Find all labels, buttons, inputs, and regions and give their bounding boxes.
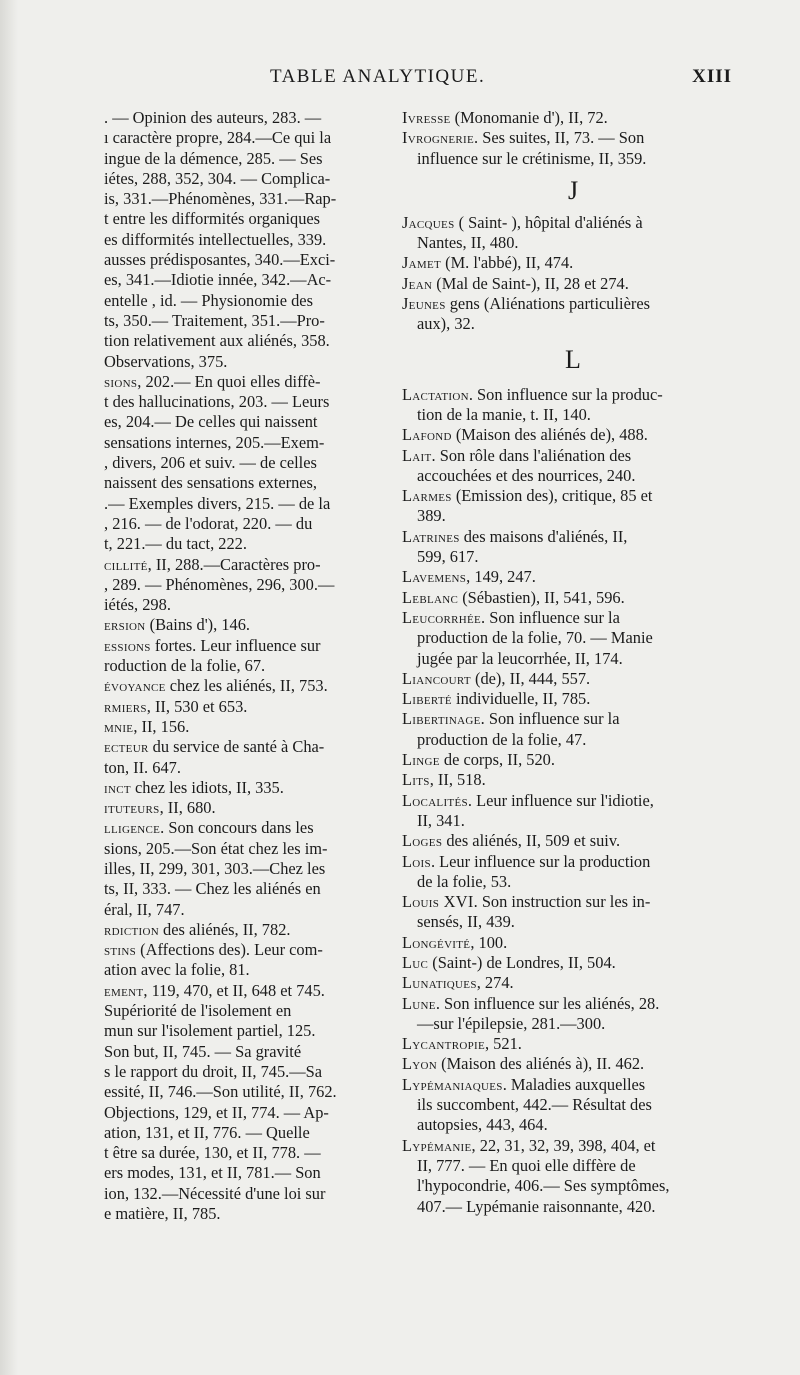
index-entry-text: (Monomanie d'), II, 72. [450,108,608,127]
index-entry [402,669,734,689]
index-entry-text: ation avec la folie, 81. [104,960,250,980]
index-headword: Jeunes [402,294,446,314]
index-entry [104,798,391,818]
index-headword: Ivresse [402,108,451,127]
index-headword: Lyon [402,1054,438,1074]
index-entry-continuation [402,1156,734,1176]
index-entry [104,128,391,148]
index-entry [104,209,391,229]
index-entry [104,737,391,757]
index-entry-text: 599, 617. [417,547,479,567]
page-header [100,66,740,96]
index-headword: Loges [402,831,443,851]
index-entry [402,486,734,506]
index-entry-text: aux), 32. [417,314,475,334]
index-headword: Lune [402,993,436,1013]
index-entry-text: influence sur le crétinisme, II, 359. [417,148,647,168]
index-headword: Lactation [402,384,469,404]
index-entry [104,392,391,412]
index-entry-text: , 202.— En quoi elles diffè- [137,371,321,391]
index-entry-text: ton, II. 647. [104,757,181,777]
index-entry-continuation [402,149,734,169]
index-entry [104,352,391,372]
index-entry-text: , II, 530 et 653. [146,696,248,716]
index-entry-continuation [402,730,734,750]
index-headword: Jacques [402,212,455,232]
index-entry-text: . Leur influence sur la production [430,851,651,871]
index-entry-text: , 289. — Phénomènes, 296, 300.— [104,574,335,594]
index-entry [104,1021,391,1041]
index-entry-text: (Mal de Saint-), II, 28 et 274. [432,273,629,293]
index-entry-text: (Sébastien), II, 541, 596. [458,587,625,607]
index-entry [104,1143,391,1163]
index-entry-text: . Son concours dans les [160,818,314,838]
index-entry [402,892,734,912]
index-headword: ement [104,980,144,1000]
index-entry-text: . Son influence sur la [481,607,620,627]
index-entry [104,636,391,656]
index-entry-text: chez les aliénés, II, 753. [165,676,328,696]
index-entry-text: ausses prédisposantes, 340.—Exci- [104,250,336,270]
index-entry [402,274,734,294]
index-entry-text: éral, II, 747. [104,899,185,919]
index-entry-text: (M. l'abbé), II, 474. [441,253,574,273]
index-entry-text: , 216. — de l'odorat, 220. — du [104,513,313,533]
index-entry [104,1042,391,1062]
index-headword: Lavemens [402,567,467,587]
index-entry-continuation [402,506,734,526]
index-headword: Latrines [402,526,460,546]
index-entry [402,425,734,445]
index-entry-continuation [402,547,734,567]
index-entry-continuation [402,811,734,831]
index-entry-text: —sur l'épilepsie, 281.—300. [417,1013,606,1033]
index-entry-continuation [402,466,734,486]
index-entry-text: (de), II, 444, 557. [470,668,591,688]
index-entry-text: . Leur influence sur l'idiotie, [467,790,654,810]
index-entry-text: , 119, 470, et II, 648 et 745. [143,980,325,1000]
index-headword: lligence [104,818,161,838]
index-entry-text: . Son influence sur les aliénés, 28. [435,993,660,1013]
index-entry [402,791,734,811]
index-entry [104,555,391,575]
index-entry-text: ( Saint- ), hôpital d'aliénés à [454,212,643,232]
index-headword: Louis XVI [402,892,474,912]
index-entry-text: sions, 205.—Son état chez les im- [104,838,328,858]
left-index-column [104,108,391,1224]
index-entry-text: roduction de la folie, 67. [104,656,266,676]
index-entry-text: ts, 350.— Traitement, 351.—Pro- [104,310,325,330]
index-headword: Lits [402,770,430,790]
index-entry [104,169,391,189]
index-entry-text: accouchées et des nourrices, 240. [417,465,636,485]
index-headword: Liancourt [402,668,471,688]
index-entry-text: es difformités intellectuelles, 339. [104,229,327,249]
index-entry-text: Observations, 375. [104,351,228,371]
index-entry-text: gens (Aliénations particulières [445,294,650,314]
index-headword: Libertinage [402,709,481,729]
index-entry [104,575,391,595]
index-entry [104,108,391,128]
index-entry-text: t être sa durée, 130, et II, 778. — [104,1143,321,1163]
index-entry-continuation [402,314,734,334]
index-headword: Lypémaniaques [402,1074,503,1094]
index-entry [104,189,391,209]
index-entry-text: t, 221.— du tact, 222. [104,534,247,554]
index-entry [402,1136,734,1156]
index-entry [104,149,391,169]
index-headword: Lait [402,445,432,465]
index-entry-text: des aliénés, II, 509 et suiv. [442,831,621,851]
index-entry-text: ion, 132.—Nécessité d'une loi sur [104,1183,326,1203]
index-entry-text: , 521. [484,1034,522,1054]
index-entry-continuation [402,233,734,253]
section-letter-j: J [567,175,579,205]
index-entry [402,1034,734,1054]
index-entry-continuation [402,628,734,648]
index-entry [104,230,391,250]
index-entry-text: de la folie, 53. [417,871,512,891]
index-entry [104,839,391,859]
index-entry [402,213,734,233]
index-entry-text: sensations internes, 205.—Exem- [104,432,325,452]
index-entry-text: l'hypocondrie, 406.— Ses symptômes, [417,1176,670,1196]
index-entry [104,879,391,899]
index-entry-text: (Saint-) de Londres, II, 504. [428,952,616,972]
index-entry-text: entelle , id. — Physionomie des [104,290,313,310]
index-headword: mnie [104,716,134,736]
index-entry-text: production de la folie, 47. [417,729,587,749]
index-entry [104,453,391,473]
index-entry [402,385,734,405]
index-headword: Leblanc [402,587,459,607]
index-entry [104,250,391,270]
index-entry-text: ation, 131, et II, 776. — Quelle [104,1122,310,1142]
index-entry [104,1123,391,1143]
index-entry [104,331,391,351]
index-headword: Luc [402,952,429,972]
index-entry-text: ers modes, 131, et II, 781.— Son [104,1163,321,1183]
index-entry [104,960,391,980]
index-entry [402,588,734,608]
index-entry [402,953,734,973]
index-entry-text: tion de la manie, t. II, 140. [417,404,591,424]
index-headword: rmiers [104,696,147,716]
index-entry-continuation [402,1197,734,1217]
index-entry-continuation [402,1176,734,1196]
index-headword: Jean [402,273,433,293]
index-entry-text: ingue de la démence, 285. — Ses [104,148,323,168]
index-entry-text: mun sur l'isolement partiel, 125. [104,1021,316,1041]
index-entry-text: . Son instruction sur les in- [473,892,651,912]
index-entry-text: autopsies, 443, 464. [417,1115,548,1135]
index-entry [104,1082,391,1102]
index-headword: Lypémanie [402,1135,472,1155]
index-headword: Lunatiques [402,973,477,993]
index-entry-text: . Son rôle dans l'aliénation des [431,445,632,465]
index-headword: ecteur [104,737,149,757]
index-entry-text: des maisons d'aliénés, II, [459,526,628,546]
index-entry [104,818,391,838]
index-entry-text: (Affections des). Leur com- [136,940,323,960]
index-entry-text: sensés, II, 439. [417,912,515,932]
index-headword: Linge [402,750,440,770]
index-entry-text: . Son influence sur la produc- [468,384,663,404]
index-entry-text: de corps, II, 520. [439,750,555,770]
index-entry [104,676,391,696]
index-headword: Ivrognerie [402,128,475,148]
index-entry-text: illes, II, 299, 301, 303.—Chez les [104,858,326,878]
index-headword: Lafond [402,425,452,445]
index-entry-text: (Bains d'), 146. [145,615,251,635]
index-entry [104,595,391,615]
index-entry-text: du service de santé à Cha- [148,737,325,757]
index-entry-text: fortes. Leur influence sur [150,635,321,655]
section-letter-l: L [565,344,581,374]
index-entry-text: iétés, 298. [104,595,171,615]
index-entry-continuation [402,1095,734,1115]
index-entry-text: , 149, 247. [466,567,536,587]
index-entry [104,920,391,940]
index-entry-text: , 22, 31, 32, 39, 398, 404, et [471,1135,656,1155]
index-entry-text: essité, II, 746.—Son utilité, II, 762. [104,1082,337,1102]
index-headword: Jamet [402,253,442,273]
index-entry-continuation [402,1115,734,1135]
index-headword: inct [104,777,131,797]
index-entry [104,494,391,514]
index-entry [402,831,734,851]
index-entry [104,473,391,493]
index-entry-text: is, 331.—Phénomènes, 331.—Rap- [104,189,337,209]
index-entry-text: production de la folie, 70. — Manie [417,628,653,648]
index-entry [104,433,391,453]
index-entry-text: II, 341. [417,810,465,830]
index-entry [104,1204,391,1224]
index-entry [402,709,734,729]
index-entry-text: (Maison des aliénés à), II. 462. [437,1054,645,1074]
index-entry-text: .— Exemples divers, 215. — de la [104,493,331,513]
index-entry [402,253,734,273]
index-entry [402,973,734,993]
index-entry [104,981,391,1001]
index-headword: Larmes [402,486,452,506]
index-entry-text: II, 777. — En quoi elle diffère de [417,1155,636,1175]
index-entry-text: iétes, 288, 352, 304. — Complica- [104,168,331,188]
index-entry-text: naissent des sensations externes, [104,473,318,493]
index-headword: Liberté [402,689,452,709]
index-headword: sions [104,371,138,391]
index-entry [402,527,734,547]
index-entry-text: , II, 680. [159,798,216,818]
index-entry [104,372,391,392]
index-headword: stins [104,940,137,960]
index-entry-text: , II, 288.—Caractères pro- [147,554,321,574]
index-entry [104,514,391,534]
index-entry-text: . Ses suites, II, 73. — Son [474,128,645,148]
index-entry [402,567,734,587]
index-entry [402,770,734,790]
index-entry [104,270,391,290]
index-entry [402,128,734,148]
running-title: TABLE ANALYTIQUE. [270,66,486,87]
index-entry [104,900,391,920]
index-headword: Lycantropie [402,1034,485,1054]
index-entry-continuation [402,649,734,669]
index-entry-text: ils succombent, 442.— Résultat des [417,1095,652,1115]
index-entry-continuation [402,405,734,425]
index-headword: ituteurs [104,798,160,818]
index-entry [104,940,391,960]
index-headword: Localités [402,790,468,810]
index-entry [402,750,734,770]
index-entry-text: ts, II, 333. — Chez les aliénés en [104,879,321,899]
index-entry-text: jugée par la leucorrhée, II, 174. [417,648,623,668]
index-entry-text: Objections, 129, et II, 774. — Ap- [104,1102,329,1122]
index-entry-text: tion relativement aux aliénés, 358. [104,331,330,351]
index-entry-text: Nantes, II, 480. [417,233,519,253]
index-entry [104,291,391,311]
right-index-column [402,108,734,1217]
index-headword: Lois [402,851,431,871]
index-entry-text: . Son influence sur la [480,709,620,729]
index-entry-text: (Maison des aliénés de), 488. [451,425,648,445]
index-entry-continuation [402,912,734,932]
index-entry [402,446,734,466]
index-entry [104,412,391,432]
index-entry-text: es, 341.—Idiotie innée, 342.—Ac- [104,270,332,290]
index-entry [402,108,734,128]
index-entry-text: Son but, II, 745. — Sa gravité [104,1041,302,1061]
index-entry [402,1054,734,1074]
index-entry [402,689,734,709]
index-entry [402,294,734,314]
index-headword: ersion [104,615,146,635]
index-entry [402,994,734,1014]
index-entry-text: s le rapport du droit, II, 745.—Sa [104,1061,323,1081]
index-entry-text: Supériorité de l'isolement en [104,1001,292,1021]
index-entry-text: . — Opinion des auteurs, 283. — [104,108,322,127]
index-entry-text: individuelle, II, 785. [451,689,591,709]
index-entry [104,1062,391,1082]
index-entry-text: t entre les difformités organiques [104,209,321,229]
index-headword: essions [104,635,151,655]
index-headword: évoyance [104,676,166,696]
index-headword: Longévité [402,932,471,952]
index-entry [402,933,734,953]
index-entry-text: . Maladies auxquelles [502,1074,646,1094]
index-entry-text: , 274. [476,973,514,993]
index-entry-text: , 100. [470,932,508,952]
index-entry [402,852,734,872]
index-entry [104,1184,391,1204]
index-entry-continuation [402,872,734,892]
index-entry [104,758,391,778]
index-entry-text: , divers, 206 et suiv. — de celles [104,453,317,473]
index-entry-text: , II, 518. [429,770,486,790]
index-entry [104,1103,391,1123]
index-entry-text: , II, 156. [133,716,190,736]
index-entry-text: 407.— Lypémanie raisonnante, 420. [417,1196,656,1216]
index-entry-text: e matière, II, 785. [104,1204,221,1224]
page-gutter [0,0,18,1375]
index-headword: cillité [104,554,148,574]
index-entry-text: chez les idiots, II, 335. [130,777,284,797]
page-number: XIII [692,66,732,87]
index-entry-text: t des hallucinations, 203. — Leurs [104,392,330,412]
index-entry [402,608,734,628]
index-headword: rdiction [104,919,159,939]
index-entry [104,615,391,635]
index-entry-text: ı caractère propre, 284.—Ce qui la [104,128,332,148]
index-entry [104,778,391,798]
index-entry [104,859,391,879]
index-entry-text: (Emission des), critique, 85 et [451,486,653,506]
index-headword: Leucorrhée [402,607,482,627]
index-entry [104,534,391,554]
index-entry-text: des aliénés, II, 782. [158,919,291,939]
index-entry [104,1163,391,1183]
index-entry [104,311,391,331]
index-entry-continuation [402,1014,734,1034]
index-entry [402,1075,734,1095]
index-entry [104,717,391,737]
index-entry-text: es, 204.— De celles qui naissent [104,412,318,432]
index-entry [104,697,391,717]
index-entry [104,1001,391,1021]
index-entry [104,656,391,676]
index-entry-text: 389. [417,506,446,526]
